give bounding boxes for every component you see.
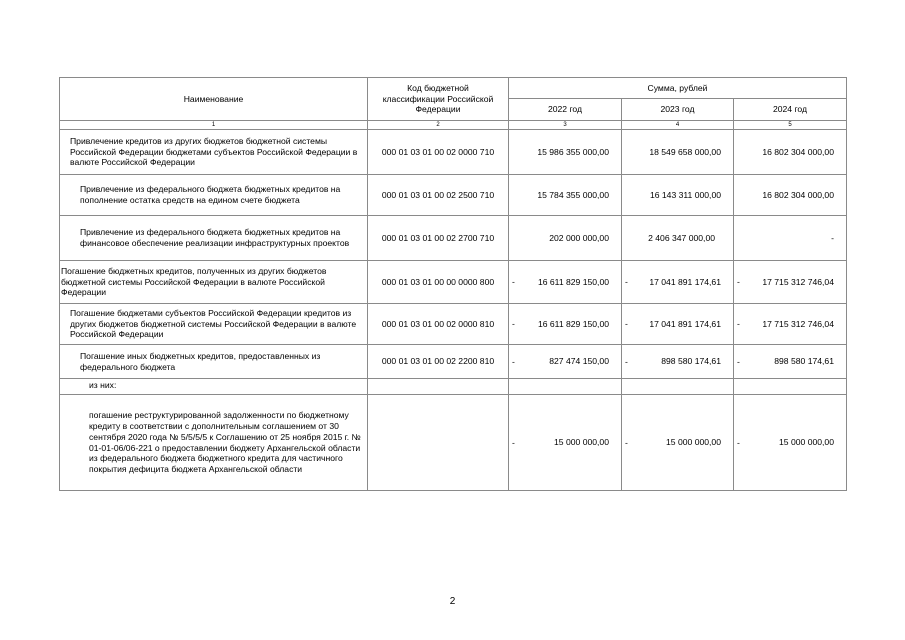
table-row [60,175,847,216]
amount-value: 898 580 174,61 [774,356,834,367]
amount-2022 [509,261,622,304]
amount-2022 [509,395,622,491]
amount-value: 15 986 355 000,00 [537,146,609,157]
budget-table [59,77,847,491]
amount-value: 16 611 829 150,00 [537,318,609,329]
amount-2024 [734,216,847,261]
header-year-2024: 2024 год [734,99,847,121]
row-name: Погашение иных бюджетных кредитов, предоставленных из федерального бюджета [60,345,368,379]
amount-2024 [734,345,847,379]
row-code: 000 01 03 01 00 00 0000 800 [368,261,509,304]
amount-2024 [734,175,847,216]
minus-mark: - [625,276,628,287]
empty-cell [368,395,509,491]
col-number: 5 [734,121,847,130]
amount-value: 16 611 829 150,00 [537,276,609,287]
amount-value: 16 802 304 000,00 [762,189,834,200]
amount-value: 898 580 174,61 [661,356,721,367]
row-name: Привлечение кредитов из других бюджетов бюджетной системы Российской Федерации бюджетами субъектов Российской Федерации в валюте Российской Федерации [60,130,368,175]
amount-value: - [831,232,834,243]
row-code: 000 01 03 01 00 02 2200 810 [368,345,509,379]
amount-2022 [509,345,622,379]
amount-2023 [622,395,734,491]
amount-value: 827 474 150,00 [549,356,609,367]
row-name: Погашение бюджетных кредитов, полученных из других бюджетов бюджетной системы Российской Федерации в валюте Российской Федерации [60,261,368,304]
header-code: Код бюджетной классификации Российской Федерации [368,78,509,121]
row-code: 000 01 03 01 00 02 2500 710 [368,175,509,216]
minus-mark: - [512,276,515,287]
row-name: погашение реструктурированной задолженности по бюджетному кредиту в соответствии с дополнительным соглашением от 30 сентября 2020 года № 5/5/5/5 к Соглашению от 25 ноября 2015 г. № 01-01-06/06-221 о предоставлении бюджету Архангельской области из федерального бюджета бюджетного кредита для частичного покрытия дефицита бюджета Архангельской области [60,395,368,491]
minus-mark: - [737,356,740,367]
minus-mark: - [512,437,515,448]
amount-2024 [734,130,847,175]
table-row [60,304,847,345]
row-code: 000 01 03 01 00 02 0000 710 [368,130,509,175]
amount-2024 [734,304,847,345]
row-name: из них: [60,379,368,395]
col-number: 1 [60,121,368,130]
amount-value: 17 715 312 746,04 [762,318,834,329]
row-name: Погашение бюджетами субъектов Российской Федерации кредитов из других бюджетов бюджетной системы Российской Федерации в валюте Российской Федерации [60,304,368,345]
amount-2022 [509,216,622,261]
amount-2023 [622,304,734,345]
amount-2022 [509,304,622,345]
amount-value: 16 143 311 000,00 [649,189,721,200]
amount-2023 [622,175,734,216]
amount-value: 17 715 312 746,04 [762,276,834,287]
table-row [60,130,847,175]
header-name: Наименование [60,78,368,121]
amount-value: 15 000 000,00 [779,437,834,448]
empty-cell [509,379,622,395]
header-sum: Сумма, рублей [509,78,847,99]
row-name: Привлечение из федерального бюджета бюджетных кредитов на пополнение остатка средств на едином счете бюджета [60,175,368,216]
amount-2023 [622,130,734,175]
minus-mark: - [625,356,628,367]
table-row [60,216,847,261]
amount-2022 [509,130,622,175]
minus-mark: - [625,437,628,448]
minus-mark: - [737,318,740,329]
minus-mark: - [512,356,515,367]
amount-2023 [622,261,734,304]
empty-cell [734,379,847,395]
empty-cell [368,379,509,395]
minus-mark: - [625,318,628,329]
table-row [60,345,847,379]
amount-value: 17 041 891 174,61 [649,318,721,329]
table-row [60,261,847,304]
amount-value: 15 000 000,00 [554,437,609,448]
col-number: 2 [368,121,509,130]
amount-value: 202 000 000,00 [549,232,609,243]
amount-value: 17 041 891 174,61 [649,276,721,287]
minus-mark: - [737,276,740,287]
col-number: 3 [509,121,622,130]
header-year-2022: 2022 год [509,99,622,121]
minus-mark: - [512,318,515,329]
amount-2023 [622,345,734,379]
table-row [60,395,847,491]
amount-value: 18 549 658 000,00 [649,146,721,157]
amount-2024 [734,261,847,304]
row-code: 000 01 03 01 00 02 0000 810 [368,304,509,345]
empty-cell [622,379,734,395]
amount-value: 15 784 355 000,00 [537,189,609,200]
row-code: 000 01 03 01 00 02 2700 710 [368,216,509,261]
amount-value: 16 802 304 000,00 [762,146,834,157]
col-number: 4 [622,121,734,130]
page-number: 2 [449,596,456,607]
amount-2024 [734,395,847,491]
minus-mark: - [737,437,740,448]
amount-2023 [622,216,734,261]
amount-value: 15 000 000,00 [666,437,721,448]
amount-2022 [509,175,622,216]
table-row [60,379,847,395]
header-year-2023: 2023 год [622,99,734,121]
amount-value: 2 406 347 000,00 [648,232,715,243]
row-name: Привлечение из федерального бюджета бюджетных кредитов на финансовое обеспечение реализации инфраструктурных проектов [60,216,368,261]
